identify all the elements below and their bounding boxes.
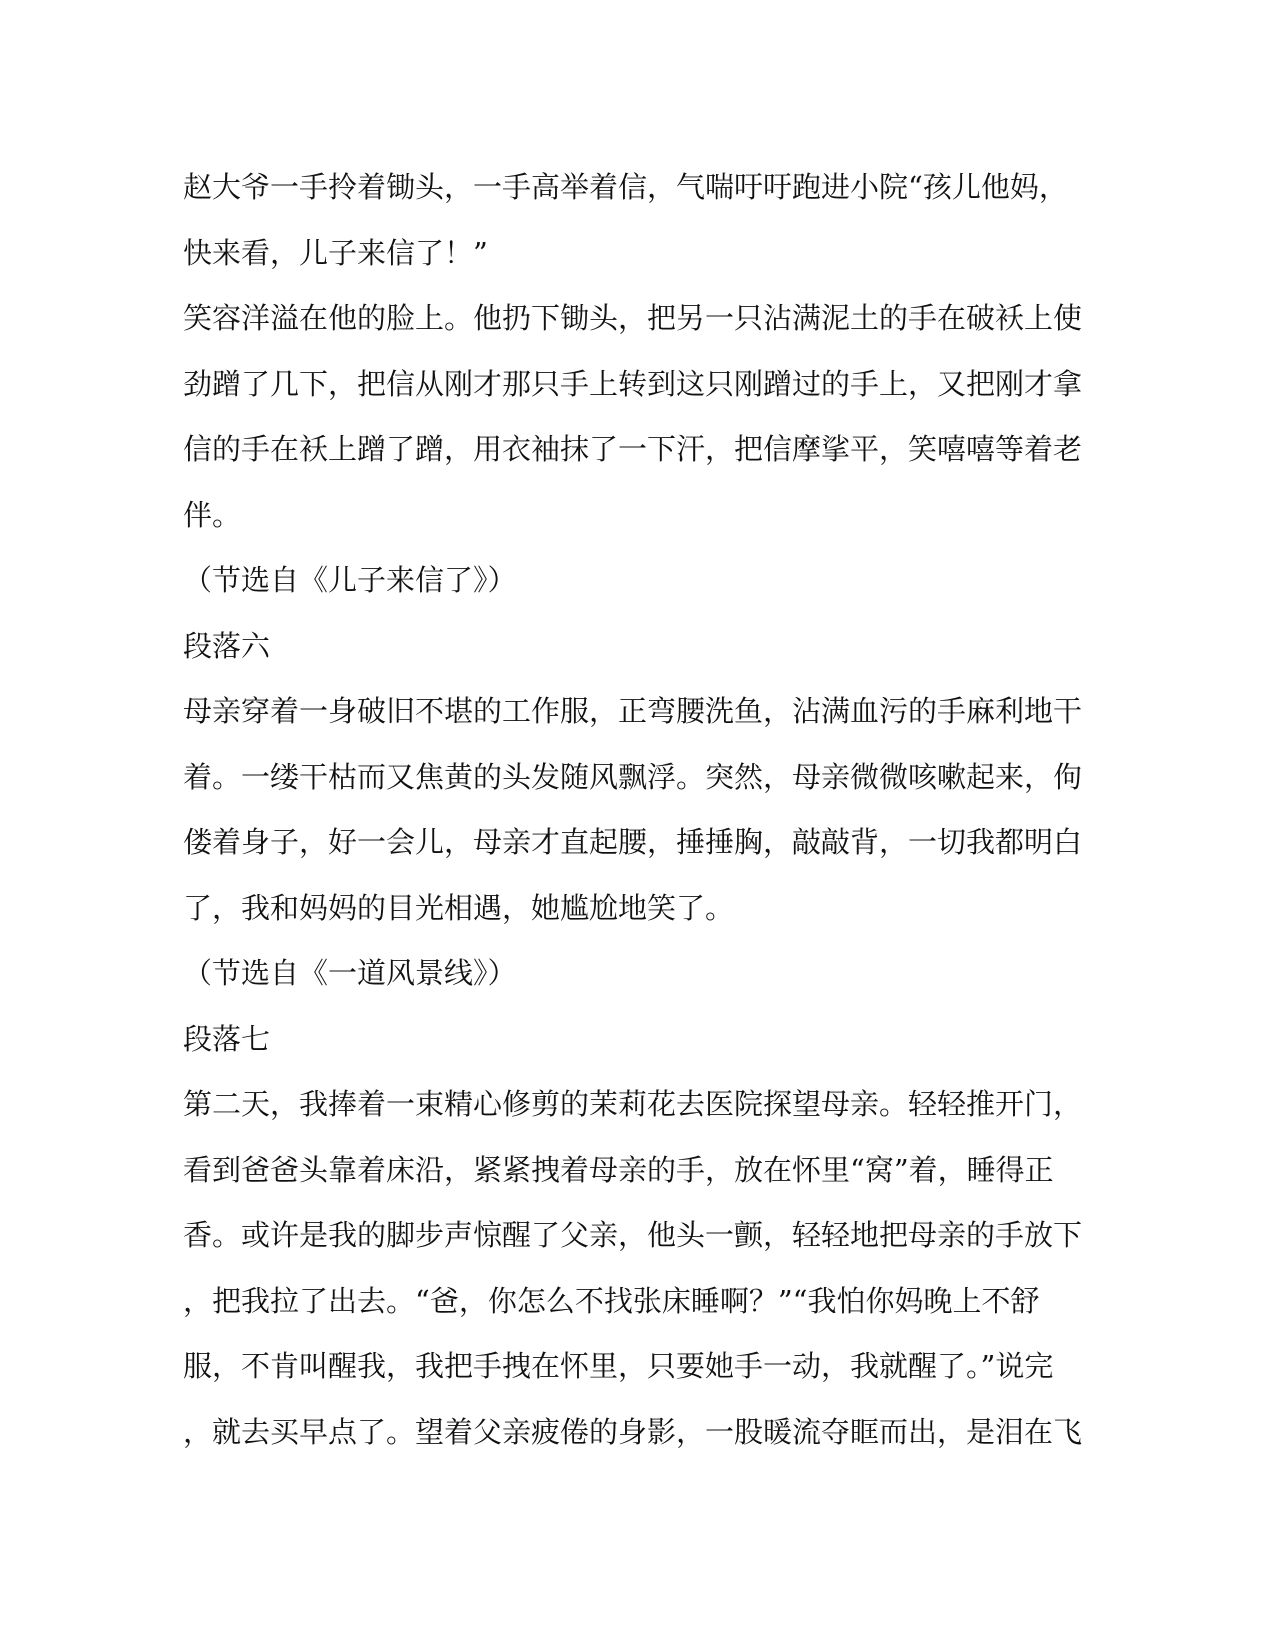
text-line: 赵大爷一手拎着锄头，一手高举着信，气喘吁吁跑进小院“孩儿他妈， [183,170,1068,204]
text-line: 着。一缕干枯而又焦黄的头发随风飘浮。突然，母亲微微咳嗽起来，佝 [183,759,1083,794]
text-line: 母亲穿着一身破旧不堪的工作服，正弯腰洗鱼，沾满血污的手麻利地干 [183,694,1083,728]
text-line: 看到爸爸头靠着床沿，紧紧拽着母亲的手，放在怀里“窝”着，睡得正 [183,1152,1054,1187]
text-line: 服，不肯叫醒我，我把手拽在怀里，只要她手一动，我就醒了。”说完 [183,1349,1054,1383]
text-line: 劲蹭了几下，把信从刚才那只手上转到这只刚蹭过的手上，又把刚才拿 [183,366,1083,401]
source-citation: （节选自《一道风景线》） [183,956,517,990]
text-line: 香。或许是我的脚步声惊醒了父亲，他头一颤，轻轻地把母亲的手放下 [183,1218,1083,1252]
text-line: 了，我和妈妈的目光相遇，她尴尬地笑了。 [183,890,735,925]
text-line: 伴。 [183,497,242,532]
text-line: ，把我拉了出去。“爸，你怎么不找张床睡啊？”“我怕你妈晚上不舒 [183,1283,1040,1318]
text-line: 笑容洋溢在他的脸上。他扔下锄头，把另一只沾满泥土的手在破袄上使 [183,301,1083,335]
section-heading: 段落七 [183,1021,271,1056]
text-line: ，就去买早点了。望着父亲疲倦的身影，一股暖流夺眶而出，是泪在飞 [183,1414,1083,1449]
document-body [183,155,1088,1465]
text-line: 第二天，我捧着一束精心修剪的茉莉花去医院探望母亲。轻轻推开门， [183,1087,1083,1121]
text-line: 快来看，儿子来信了！” [183,235,488,270]
text-line: 偻着身子，好一会儿，母亲才直起腰，捶捶胸，敲敲背，一切我都明白 [183,825,1083,859]
text-line: 信的手在袄上蹭了蹭，用衣袖抹了一下汗，把信摩挲平，笑嘻嘻等着老 [183,432,1083,466]
section-heading: 段落六 [183,628,271,663]
source-citation: （节选自《儿子来信了》） [183,563,517,597]
